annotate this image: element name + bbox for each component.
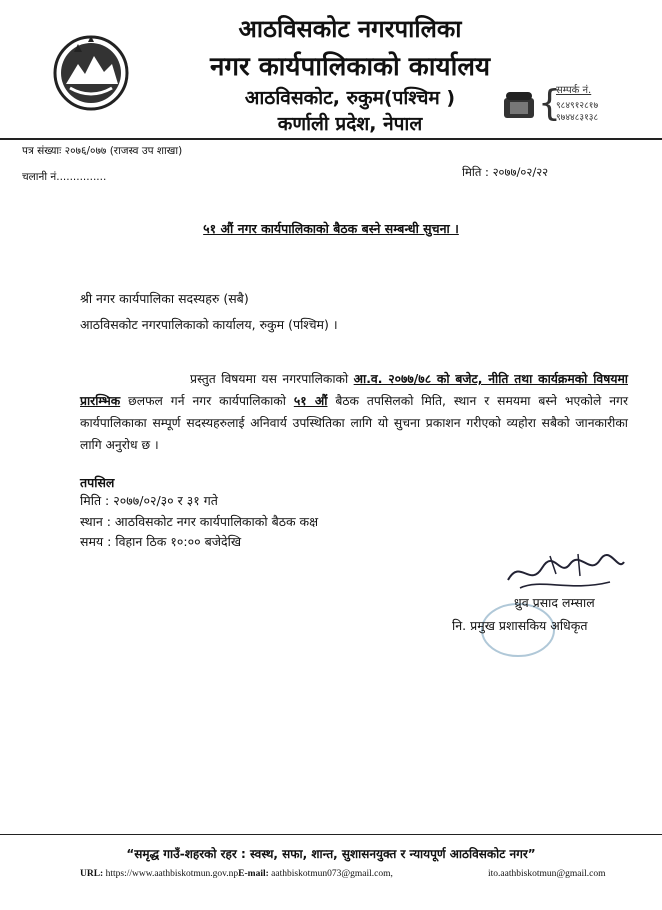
letter-subject: ५१ औं नगर कार्यपालिकाको बैठक बस्ने सम्बन्धी सुचना । [203, 221, 459, 236]
letter-date: मिति : २०७७/०२/२२ [462, 165, 549, 179]
dispatch-number [22, 170, 106, 184]
contact-brace: { [538, 83, 561, 124]
recipient-line-1: श्री नगर कार्यपालिका सदस्यहरु (सबै) [80, 291, 249, 306]
signatory-name: ध्रुव प्रसाद लम्साल [514, 595, 595, 610]
telephone-icon [502, 90, 536, 120]
details-place: स्थान : आठविसकोट नगर कार्यपालिकाको बैठक कक्ष [80, 514, 319, 529]
recipient-line-2: आठविसकोट नगरपालिकाको कार्यालय, रुकुम (पश्चिम) । [80, 317, 338, 332]
details-date: मिति : २०७७/०२/३० र ३१ गते [80, 493, 218, 508]
body-text-b: छलफल गर्न नगर कार्यपालिकाको [120, 394, 294, 408]
details-time: समय : विहान ठिक १०:०० बजेदेखि [80, 534, 242, 549]
website-url[interactable]: https://www.aathbiskotmun.gov.np [105, 869, 239, 879]
municipality-name: आठविसकोट नगरपालिका [238, 15, 462, 43]
reference-number: पत्र संख्याः २०७६/०७७ (राजस्व उप शाखा) [22, 145, 183, 157]
body-highlight-budget: आ.व. २०७७/७८ को बजेट, नीति तथा कार्यक्रमको विषयमा प्रारम्भिक [80, 372, 628, 408]
footer-divider [0, 834, 662, 835]
body-highlight-meeting-no: ५१ औं [293, 394, 328, 408]
signatory-designation: नि. प्रमुख प्रशासकिय अधिकृत [452, 618, 588, 633]
details-title: तपसिल [80, 475, 115, 490]
contact-title: सम्पर्क नं. [556, 85, 592, 96]
nepal-emblem-icon [52, 34, 130, 112]
body-text-c: बैठक तपसिलको मिति, स्थान र समयमा बस्ने भएकोले नगर कार्यपालिकाका सम्पूर्ण सदस्यहरुलाई अनिवार्य उपस्थितिका लागि यो सुचना प्रकाशन गरीएको व्यहोरा सबैको जानकारीका लागि अनुरोध छ । [80, 394, 628, 452]
dispatch-label: चलानी नं. [22, 171, 60, 183]
body-text-a: प्रस्तुत विषयमा यस नगरपालिकाको [190, 372, 354, 386]
footer-motto: “समृद्ध गाउँ-शहरको रहर : स्वस्थ, सफा, शान्त, सुशासनयुक्त र न्यायपूर्ण आठविसकोट नगर” [126, 847, 536, 861]
phone-number-2: ९७४४८३१३८ [556, 113, 599, 123]
email-label: E-mail: [238, 869, 269, 879]
handwritten-signature [500, 548, 630, 598]
email-address-1[interactable]: aathbiskotmun073@gmail.com, [271, 869, 393, 879]
email-address-2[interactable]: ito.aathbiskotmun@gmail.com [488, 869, 606, 879]
office-location: आठविसकोट, रुकुम(पश्चिम ) [244, 87, 456, 109]
office-name: नगर कार्यपालिकाको कार्यालय [209, 52, 491, 82]
body-paragraph [80, 368, 628, 456]
header-divider [0, 138, 662, 140]
footer-contact-line [80, 869, 393, 879]
province-country: कर्णाली प्रदेश, नेपाल [277, 113, 423, 135]
phone-number-1: ९८४९१२८१७ [556, 101, 599, 111]
dispatch-value: .............. [59, 171, 107, 183]
url-label: URL: [80, 869, 104, 879]
